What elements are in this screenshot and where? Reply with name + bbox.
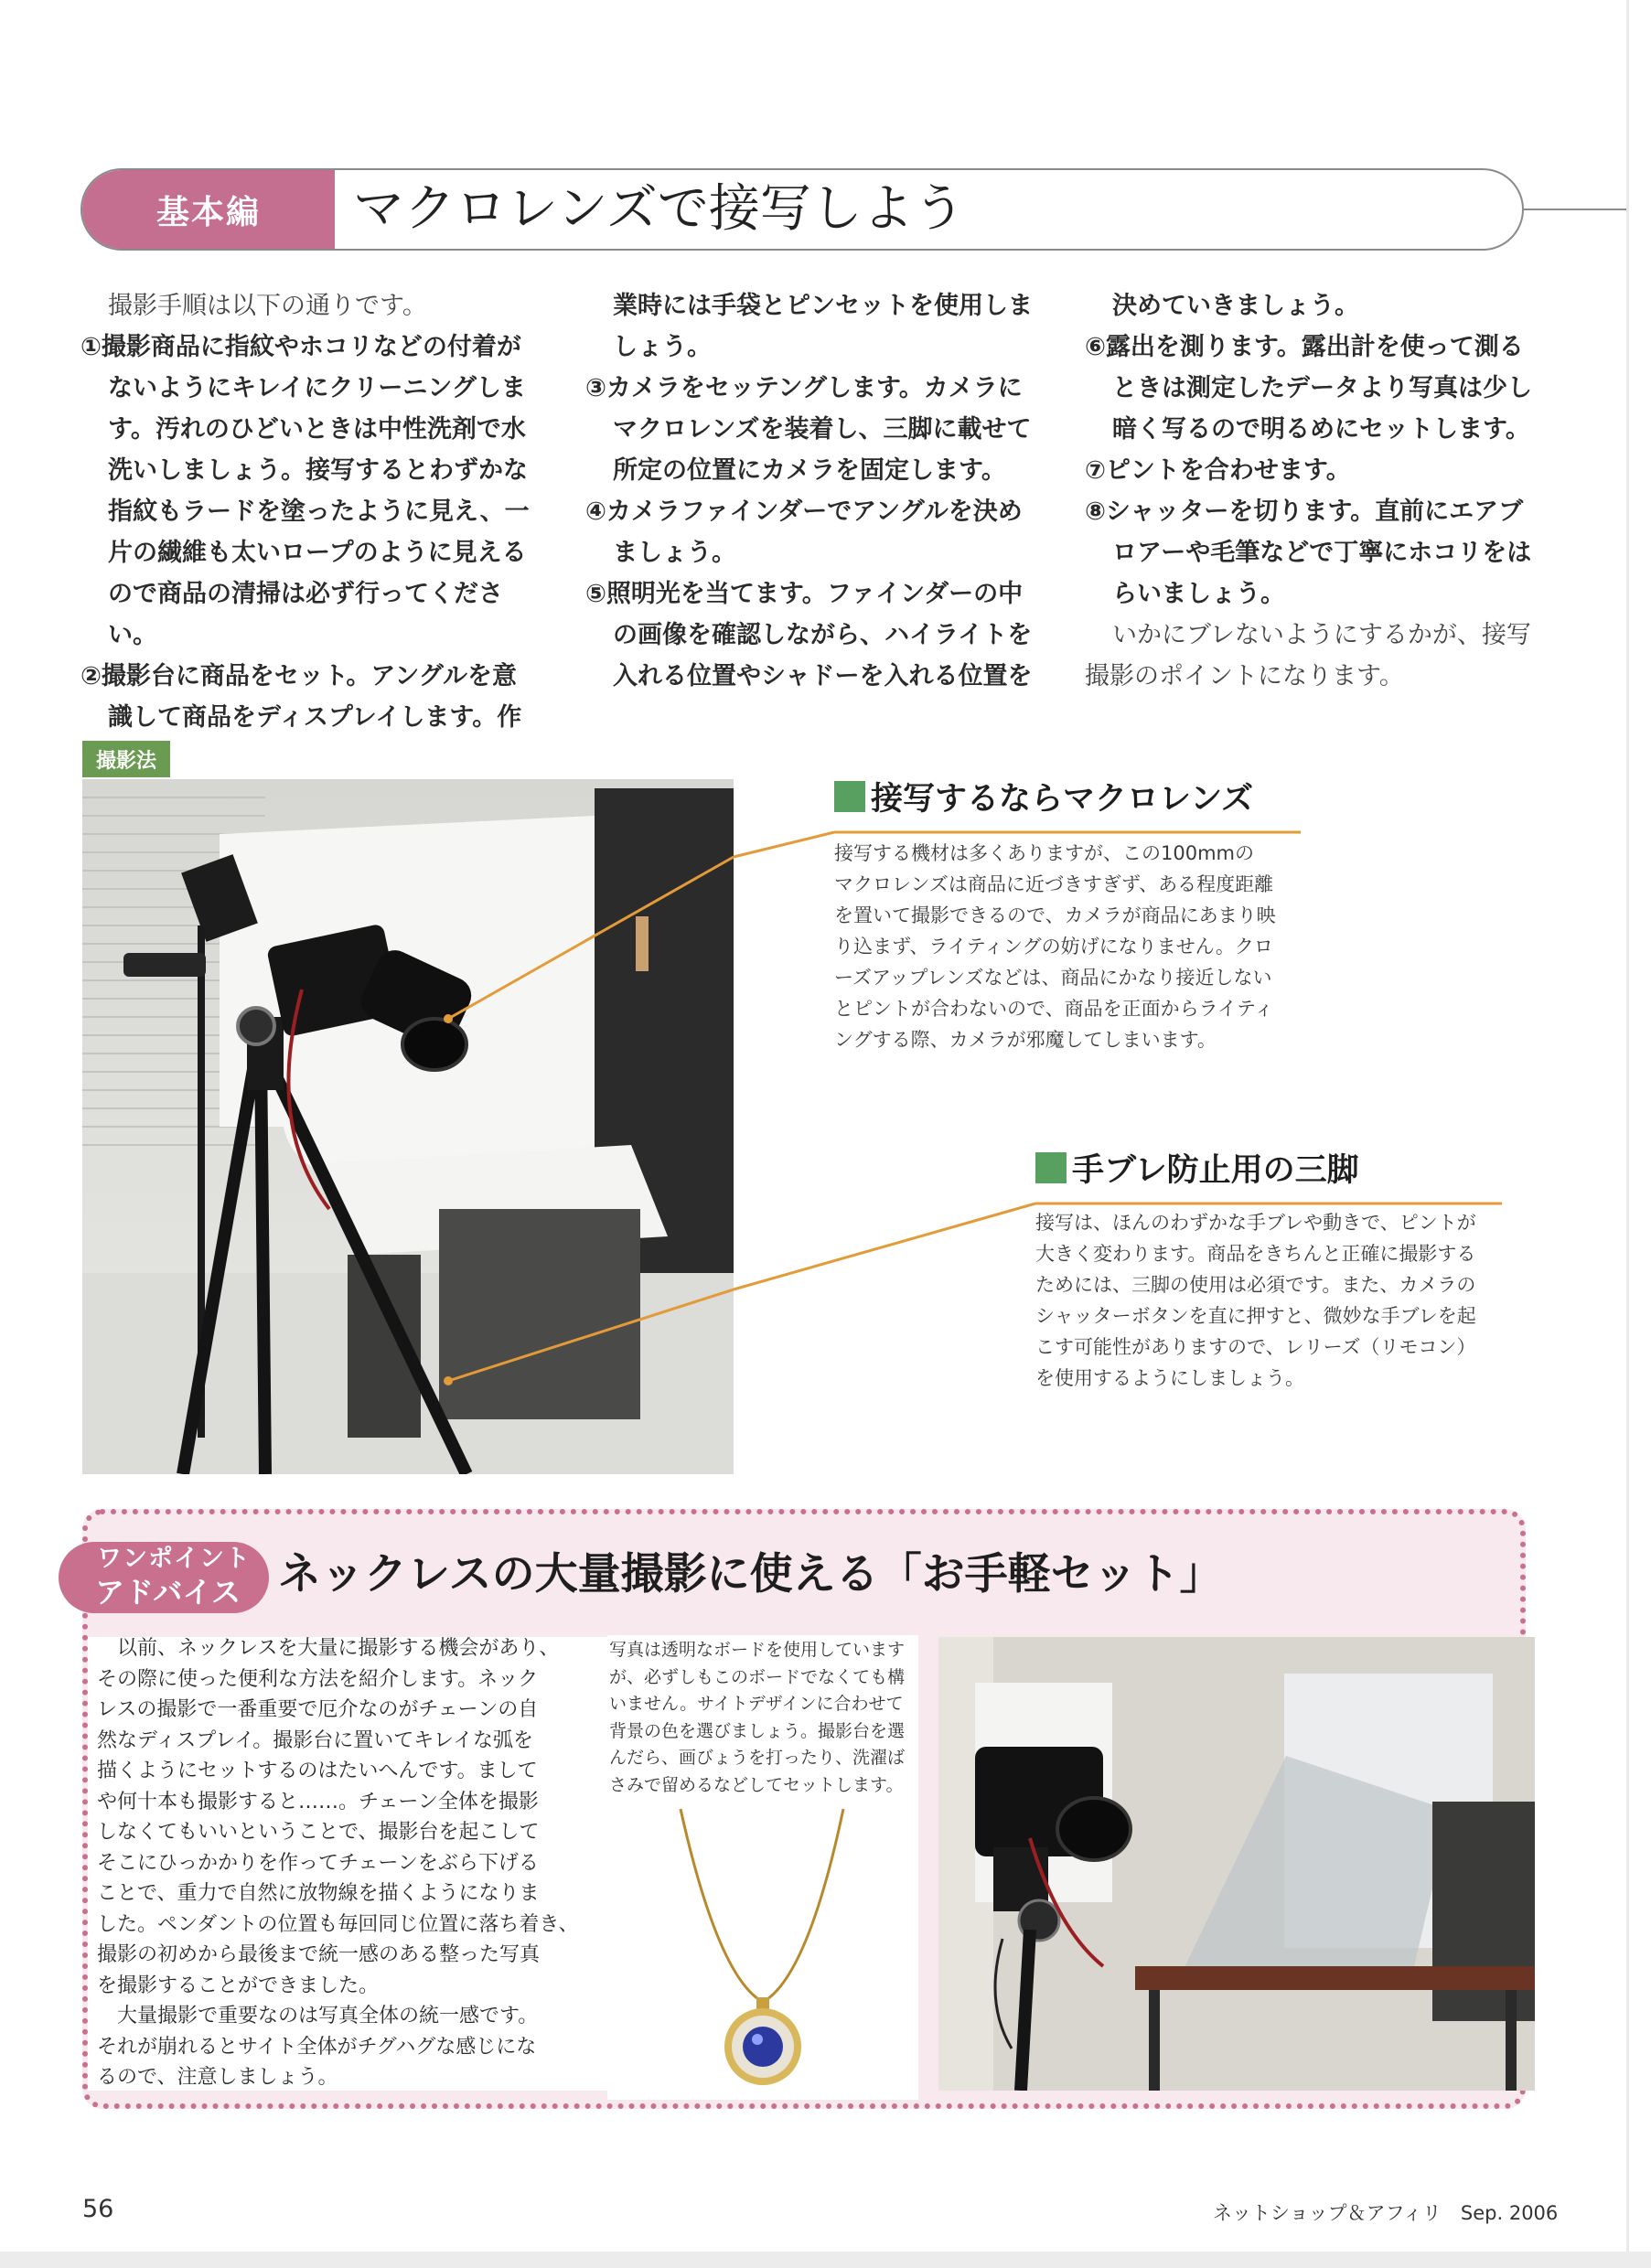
advice-line: るので、注意しましょう。 <box>97 2066 338 2089</box>
advice-line: そこにひっかかりを作ってチェーンをぶら下げる <box>97 1851 539 1875</box>
advice-badge-top: ワンポイント <box>97 1545 251 1573</box>
advice-line: 描くようにセットするのはたいへんです。まして <box>97 1760 538 1782</box>
callout-title-tripod <box>1035 1145 1359 1191</box>
step-line: ロアーや毛筆などで丁寧にホコリをは <box>1112 539 1532 567</box>
photo-label: 撮影法 <box>82 741 170 777</box>
callout-line: マクロレンズは商品に近づきすぎず、ある程度距離 <box>834 873 1274 895</box>
advice-line: 然なディスプレイ。撮影台に置いてキレイな弧を <box>97 1728 533 1752</box>
step-line: ⑥露出を測ります。露出計を使って測る <box>1085 333 1524 361</box>
step-line: ⑧シャッターを切ります。直前にエアブ <box>1085 497 1524 526</box>
callout-line: 接写は、ほんのわずかな手ブレや動きで、ピントが <box>1035 1212 1476 1234</box>
necklace-photo <box>607 1800 918 2100</box>
advice-body <box>97 1633 609 2093</box>
advice-badge <box>59 1529 269 1619</box>
advice-line: 以前、ネックレスを大量に撮影する機会があり、 <box>97 1637 560 1660</box>
callout-line: シャッターボタンを直に押すと、微妙な手ブレを起 <box>1035 1305 1476 1327</box>
green-square-icon <box>1035 1152 1067 1183</box>
necklace-caption <box>609 1637 920 1799</box>
step-line: 業時には手袋とピンセットを使用しま <box>613 292 1033 320</box>
step-line: ないようにキレイにクリーニングしま <box>108 374 526 402</box>
advice-line: 撮影の初めから最後まで統一感のある整った写真 <box>97 1943 541 1966</box>
callout-title-text: 手ブレ防止用の三脚 <box>1072 1152 1359 1189</box>
caption-line: んだら、画びょうを打ったり、洗濯ば <box>609 1748 906 1768</box>
advice-line: ことで、重力で自然に放物線を描くようになりま <box>97 1882 540 1905</box>
advice-line: それが崩れるとサイト全体がチグハグな感じにな <box>97 2035 537 2059</box>
callout-line: を使用するようにしましょう。 <box>1035 1367 1304 1389</box>
intro-column-1 <box>80 285 547 738</box>
step-line: 洗いしましょう。接写するとわずかな <box>108 456 528 485</box>
intro-column-2 <box>585 285 1052 697</box>
step-line: マクロレンズを装着し、三脚に載せて <box>613 415 1032 444</box>
step-line: 片の繊維も太いロープのように見える <box>108 539 527 567</box>
step-line: ①撮影商品に指紋やホコリなどの付着が <box>80 333 521 361</box>
caption-line: さみで留めるなどしてセットします。 <box>609 1774 904 1795</box>
page-number: 56 <box>82 2195 114 2223</box>
step-line: ⑦ピントを合わせます。 <box>1085 456 1351 485</box>
advice-title: ネックレスの大量撮影に使える「お手軽セット」 <box>278 1549 1223 1599</box>
step-line: 暗く写るので明るめにセットします。 <box>1112 415 1530 444</box>
step-line: 識して商品をディスプレイします。作 <box>108 703 522 732</box>
caption-line: 写真は透明なボードを使用しています <box>609 1640 906 1660</box>
callout-line: ーズアップレンズなどは、商品にかなり接近しない <box>834 967 1272 989</box>
step-line: 決めていきましょう。 <box>1112 292 1359 320</box>
header-rule <box>1524 209 1626 210</box>
callout-line: とピントが合わないので、商品を正面からライティ <box>834 998 1274 1020</box>
step-line: らいましょう。 <box>1112 580 1285 608</box>
step-line: ので商品の清掃は必ず行ってください。 <box>108 580 503 649</box>
step-line: の画像を確認しながら、ハイライトを <box>613 621 1033 649</box>
advice-line: 大量撮影で重要なのは写真全体の統一感です。 <box>97 2005 539 2027</box>
callout-line: こす可能性がありますので、レリーズ（リモコン） <box>1035 1336 1476 1358</box>
callout-text-tripod <box>1035 1207 1476 1394</box>
setup-photo <box>938 1637 1535 2091</box>
caption-line: が、必ずしもこのボードでなくても構 <box>609 1666 906 1687</box>
green-square-icon <box>834 781 865 812</box>
page-edge-shadow <box>1626 0 1629 2268</box>
advice-line: や何十本も撮影すると……。チェーン全体を撮影 <box>97 1790 539 1813</box>
intro-column-3 <box>1085 285 1551 697</box>
callout-line: を置いて撮影できるので、カメラが商品にあまり映 <box>834 904 1276 926</box>
callout-line: り込まず、ライティングの妨げになりません。クロ <box>834 936 1273 957</box>
page-title: マクロレンズで接写しよう <box>353 179 965 239</box>
callout-line: ためには、三脚の使用は必須です。また、カメラの <box>1035 1274 1476 1296</box>
advice-line: レスの撮影で一番重要で厄介なのがチェーンの自 <box>97 1698 539 1721</box>
callout-line: ングする際、カメラが邪魔してしまいます。 <box>834 1029 1217 1051</box>
callout-line: 接写する機材は多くありますが、この100mmの <box>834 842 1254 864</box>
step-line: 入れる位置やシャドーを入れる位置を <box>613 662 1033 690</box>
step-line: ②撮影台に商品をセット。アングルを意 <box>80 662 517 690</box>
step-line: 指紋もラードを塗ったように見え、一 <box>108 497 530 526</box>
advice-line: を撮影することができました。 <box>97 1974 380 1997</box>
step-line: ⑤照明光を当てます。ファインダーの中 <box>585 580 1024 608</box>
caption-line: 背景の色を選びましょう。撮影台を選 <box>609 1720 906 1741</box>
magazine-footer: ネットショップ＆アフィリ Sep. 2006 <box>1213 2202 1559 2224</box>
advice-line: した。ペンダントの位置も毎回同じ位置に落ち着き、 <box>97 1912 579 1936</box>
advice-line: その際に使った便利な方法を紹介します。ネック <box>97 1667 539 1691</box>
step-line: 所定の位置にカメラを固定します。 <box>613 456 1006 485</box>
closing-line: いかにブレないようにするかが、接写 <box>1112 621 1531 649</box>
step-line: ときは測定したデータより写真は少し <box>1112 374 1532 402</box>
callout-title-text: 接写するならマクロレンズ <box>871 781 1254 818</box>
callout-text-macro-lens <box>834 838 1276 1055</box>
step-line: しょう。 <box>613 333 712 361</box>
studio-photo <box>82 779 734 1474</box>
section-tab: 基本編 <box>82 170 335 249</box>
page-bottom-edge <box>0 2252 1651 2268</box>
callout-title-macro-lens <box>834 774 1253 819</box>
step-line: す。汚れのひどいときは中性洗剤で水 <box>108 415 526 444</box>
caption-line: いません。サイトデザインに合わせて <box>609 1694 904 1714</box>
advice-badge-bottom: アドバイス <box>95 1575 241 1610</box>
closing-line: 撮影のポイントになります。 <box>1085 662 1404 690</box>
step-line: ④カメラファインダーでアングルを決め <box>585 497 1023 526</box>
advice-line: しなくてもいいということで、撮影台を起こして <box>97 1821 540 1844</box>
callout-line: 大きく変わります。商品をきちんと正確に撮影する <box>1035 1243 1476 1265</box>
step-line: ましょう。 <box>613 539 736 567</box>
intro-lead: 撮影手順は以下の通りです。 <box>108 292 427 320</box>
step-line: ③カメラをセッテングします。カメラに <box>585 374 1023 402</box>
